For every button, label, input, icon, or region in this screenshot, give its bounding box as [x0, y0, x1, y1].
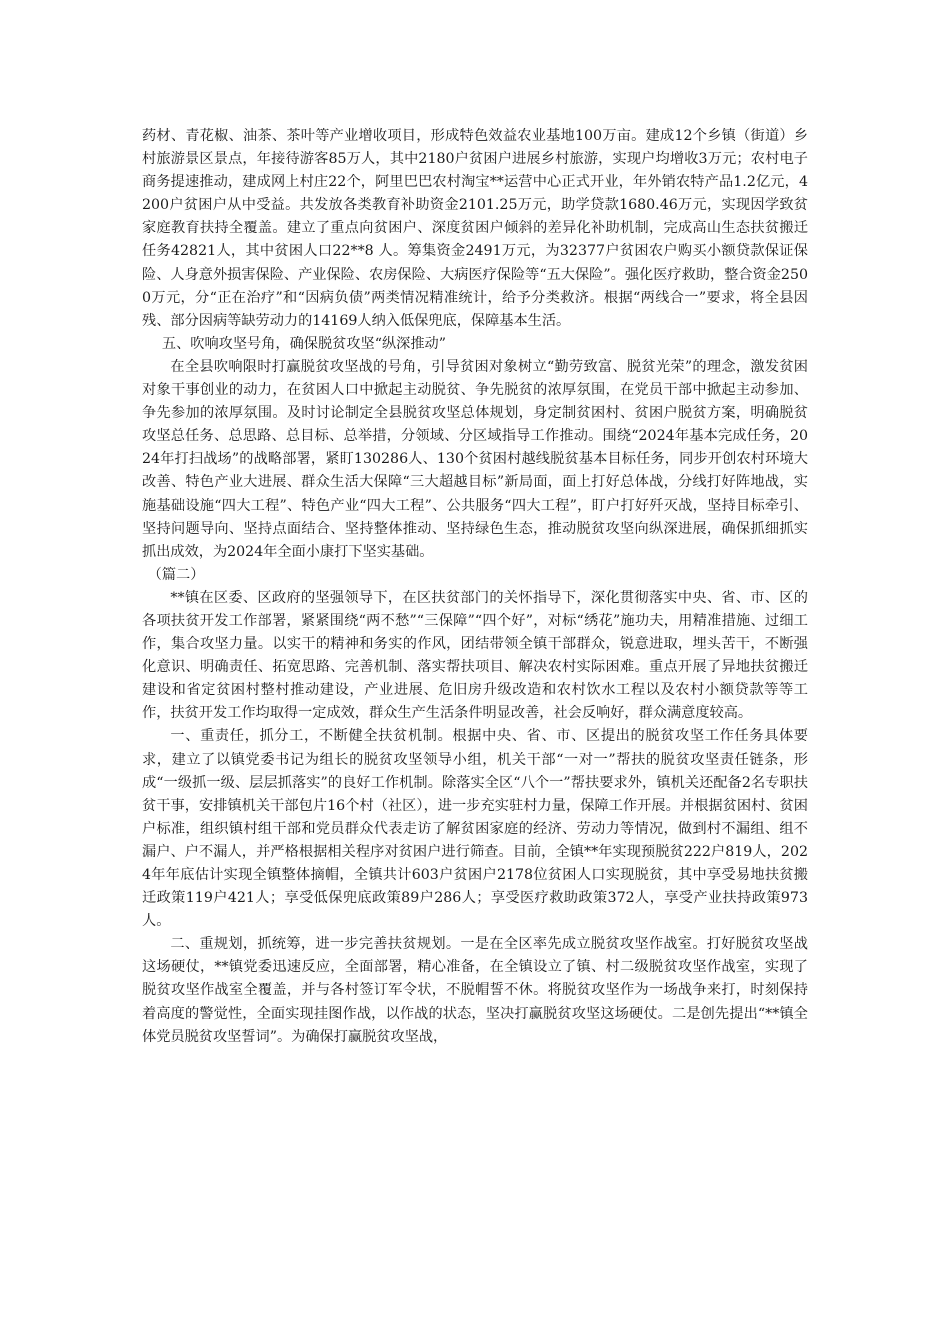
part-label: （篇二） — [147, 566, 205, 583]
body-paragraph: 一、重责任，抓分工，不断健全扶贫机制。根据中央、省、市、区提出的脱贫攻坚工作任务具体要求，建立了以镇党委书记为组长的脱贫攻坚领导小组，机关干部“一对一”帮扶的脱贫攻坚责任链条，形成“一级抓一级、层层抓落实”的良好工作机制。除落实全区“八个一”帮扶要求外，镇机关还配备2名专职扶贫干事，安排镇机关干部包片16个村（社区），进一步充实驻村力量，保障工作开展。并根据贫困村、贫困户标准，组织镇村组干部和党员群众代表走访了解贫困家庭的经济、劳动力等情况，做到村不漏组、组不漏户、户不漏人，并严格根据相关程序对贫困户进行筛查。目前，全镇**年实现预脱贫222户819人，2024年年底估计实现全镇整体摘帽，全镇共计603户贫困户2178位贫困人口实现脱贫，其中享受易地扶贫搬迁政策119户421人；享受低保兜底政策89户286人；享受医疗救助政策372人，享受产业扶持政策973人。 — [142, 728, 808, 930]
body-paragraph: 在全县吹响限时打赢脱贫攻坚战的号角，引导贫困对象树立“勤劳致富、脱贫光荣”的理念，激发贫困对象干事创业的动力，在贫困人口中掀起主动脱贫、争先脱贫的浓厚氛围，在党员干部中掀起主动参加、争先参加的浓厚氛围。及时讨论制定全县脱贫攻坚总体规划，身定制贫困村、贫困户脱贫方案，明确脱贫攻坚总任务、总思路、总目标、总举措，分领域、分区域指导工作推动。围绕“2024年基本完成任务，2024年打扫战场”的战略部署，紧盯130286人、130个贫困村越线脱贫基本目标任务，同步开创农村环境大改善、特色产业大进展、群众生活大保障“三大超越目标”新局面，面上打好总体战，分线打好阵地战，实施基础设施“四大工程”、特色产业“四大工程”、公共服务“四大工程”，盯户打好歼灭战，坚持目标牵引、坚持问题导向、坚持点面结合、坚持整体推动、坚持绿色生态，推动脱贫攻坚向纵深进展，确保抓细抓实抓出成效，为2024年全面小康打下坚实基础。 — [142, 358, 808, 560]
body-paragraph: **镇在区委、区政府的坚强领导下，在区扶贫部门的关怀指导下，深化贯彻落实中央、省、市、区的各项扶贫开发工作部署，紧紧围绕“两不愁”“三保障”“四个好”，对标“绣花”施功夫，用精准措施、过细工作，集合攻坚力量。以实干的精神和务实的作风，团结带领全镇干部群众，锐意进取，埋头苦干，不断强化意识、明确责任、拓宽思路、完善机制、落实帮扶项目、解决农村实际困难。重点开展了异地扶贫搬迁建设和省定贫困村整村推动建设，产业进展、危旧房升级改造和农村饮水工程以及农村小额贷款等等工作，扶贫开发工作均取得一定成效，群众生产生活条件明显改善，社会反响好，群众满意度较高。 — [142, 589, 808, 722]
body-paragraph: 二、重规划，抓统筹，进一步完善扶贫规划。一是在全区率先成立脱贫攻坚作战室。打好脱贫攻坚战这场硬仗，**镇党委迅速反应，全面部署，精心准备，在全镇设立了镇、村二级脱贫攻坚作战室，实现了脱贫攻坚作战室全覆盖，并与各村签订军令状，不脱帽誓不休。将脱贫攻坚作为一场战争来打，时刻保持着高度的警觉性，全面实现挂图作战，以作战的状态，坚决打赢脱贫攻坚这场硬仗。二是创先提出“**镇全体党员脱贫攻坚誓词”。为确保打赢脱贫攻坚战， — [142, 936, 808, 1045]
document-page — [142, 125, 808, 1049]
body-paragraph: 药材、青花椒、油茶、茶叶等产业增收项目，形成特色效益农业基地100万亩。建成12个乡镇（街道）乡村旅游景区景点，年接待游客85万人，其中2180户贫困户进展乡村旅游，实现户均增收3万元；农村电子商务提速推动，建成网上村庄22个，阿里巴巴农村淘宝**运营中心正式开业，年外销农特产品1.2亿元，4200户贫困户从中受益。共发放各类教育补助资金2101.25万元，助学贷款1680.46万元，实现因学致贫家庭教育扶持全覆盖。建立了重点向贫困户、深度贫困户倾斜的差异化补助机制，完成高山生态扶贫搬迁任务42821人，其中贫困人口22**8 人。筹集资金2491万元，为32377户贫困农户购买小额贷款保证保险、人身意外损害保险、产业保险、农房保险、大病医疗保险等“五大保险”。强化医疗救助，整合资金2500万元，分“正在治疗”和“因病负债”两类情况精准统计，给予分类救济。根据“两线合一”要求，将全县因残、部分因病等缺劳动力的14169人纳入低保兜底，保障基本生活。 — [142, 128, 808, 329]
section-heading: 五、吹响攻坚号角，确保脱贫攻坚“纵深推动” — [161, 335, 446, 352]
